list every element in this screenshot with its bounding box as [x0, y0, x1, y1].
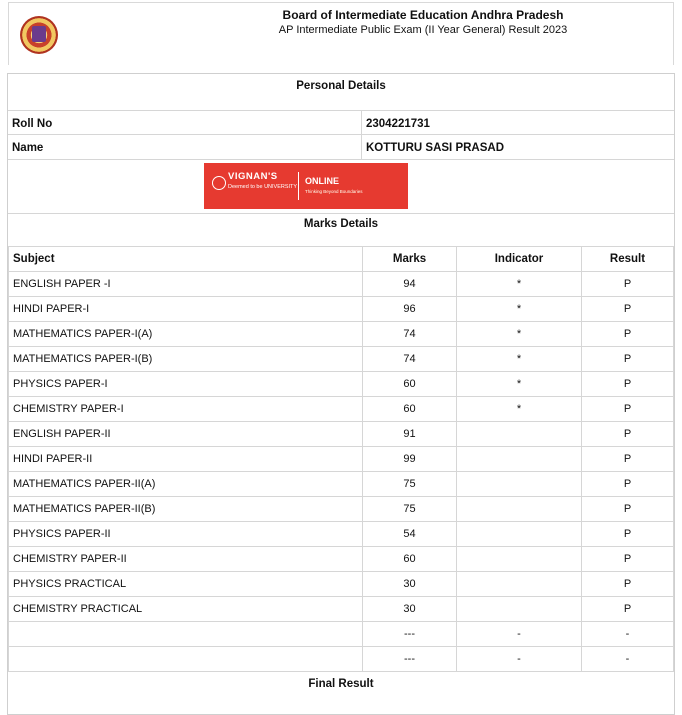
table-row	[9, 347, 674, 372]
indicator-cell	[457, 472, 582, 497]
board-logo-icon	[20, 16, 58, 54]
name-value: KOTTURU SASI PRASAD	[366, 142, 505, 154]
table-row	[9, 572, 674, 597]
indicator-cell	[457, 522, 582, 547]
indicator-cell	[457, 447, 582, 472]
subject-cell: ENGLISH PAPER -I	[9, 272, 363, 297]
table-row	[9, 497, 674, 522]
marks-cell: ---	[363, 622, 457, 647]
result-cell: P	[582, 322, 674, 347]
subject-cell: MATHEMATICS PAPER-II(A)	[9, 472, 363, 497]
marks-cell: 75	[363, 472, 457, 497]
table-row	[9, 297, 674, 322]
result-cell: P	[582, 272, 674, 297]
subject-cell: CHEMISTRY PAPER-II	[9, 547, 363, 572]
subject-cell: HINDI PAPER-II	[9, 447, 363, 472]
marks-cell: 54	[363, 522, 457, 547]
indicator-cell	[457, 422, 582, 447]
subject-cell: PHYSICS PAPER-I	[9, 372, 363, 397]
indicator-cell: *	[457, 397, 582, 422]
result-cell: P	[582, 422, 674, 447]
vignan-online-banner[interactable]	[204, 163, 408, 209]
vignan-emblem-icon	[212, 176, 226, 190]
table-row	[9, 372, 674, 397]
indicator-cell: *	[457, 372, 582, 397]
table-row	[9, 647, 674, 672]
subject-cell: CHEMISTRY PRACTICAL	[9, 597, 363, 622]
subject-cell: ENGLISH PAPER-II	[9, 422, 363, 447]
subject-cell	[9, 622, 363, 647]
marks-cell: 74	[363, 322, 457, 347]
marks-cell: 96	[363, 297, 457, 322]
marks-details-heading: Marks Details	[8, 213, 674, 247]
subject-cell: HINDI PAPER-I	[9, 297, 363, 322]
marks-cell: 94	[363, 272, 457, 297]
banner-tagline: Thinking Beyond Boundaries	[305, 189, 363, 194]
col-indicator: Indicator	[457, 247, 582, 272]
table-row	[9, 522, 674, 547]
col-marks: Marks	[363, 247, 457, 272]
exam-subtitle: AP Intermediate Public Exam (II Year General) Result 2023	[278, 24, 568, 36]
indicator-cell: -	[457, 647, 582, 672]
result-cell: P	[582, 597, 674, 622]
table-row	[9, 622, 674, 647]
marks-cell: 91	[363, 422, 457, 447]
name-label: Name	[12, 142, 44, 154]
marks-table	[8, 246, 674, 672]
banner-divider	[298, 172, 299, 200]
result-frame	[7, 73, 675, 715]
col-result: Result	[582, 247, 674, 272]
subject-cell	[9, 647, 363, 672]
indicator-cell	[457, 547, 582, 572]
banner-brand: VIGNAN'S	[228, 171, 278, 182]
subject-cell: MATHEMATICS PAPER-II(B)	[9, 497, 363, 522]
subject-cell: PHYSICS PAPER-II	[9, 522, 363, 547]
final-result-heading: Final Result	[308, 678, 374, 690]
result-cell: P	[582, 497, 674, 522]
result-cell: P	[582, 372, 674, 397]
roll-no-value: 2304221731	[366, 118, 430, 130]
marks-cell: 60	[363, 547, 457, 572]
result-cell: P	[582, 347, 674, 372]
result-cell: P	[582, 572, 674, 597]
indicator-cell	[457, 572, 582, 597]
marks-cell: 30	[363, 572, 457, 597]
indicator-cell: -	[457, 622, 582, 647]
indicator-cell: *	[457, 272, 582, 297]
subject-cell: MATHEMATICS PAPER-I(A)	[9, 322, 363, 347]
result-cell: -	[582, 647, 674, 672]
result-cell: -	[582, 622, 674, 647]
indicator-cell: *	[457, 347, 582, 372]
page-header	[0, 0, 682, 68]
marks-cell: ---	[363, 647, 457, 672]
table-row	[9, 322, 674, 347]
subject-cell: CHEMISTRY PAPER-I	[9, 397, 363, 422]
indicator-cell	[457, 597, 582, 622]
marks-cell: 60	[363, 372, 457, 397]
table-row	[9, 447, 674, 472]
subject-cell: MATHEMATICS PAPER-I(B)	[9, 347, 363, 372]
subject-cell: PHYSICS PRACTICAL	[9, 572, 363, 597]
banner-brand-sub: Deemed to be UNIVERSITY	[228, 184, 298, 190]
table-row	[9, 422, 674, 447]
result-cell: P	[582, 397, 674, 422]
personal-details-heading: Personal Details	[8, 74, 674, 111]
marks-cell: 30	[363, 597, 457, 622]
result-cell: P	[582, 447, 674, 472]
indicator-cell: *	[457, 297, 582, 322]
result-cell: P	[582, 547, 674, 572]
result-cell: P	[582, 472, 674, 497]
roll-no-label: Roll No	[12, 118, 53, 130]
result-cell: P	[582, 522, 674, 547]
marks-cell: 75	[363, 497, 457, 522]
table-row	[9, 597, 674, 622]
indicator-cell	[457, 497, 582, 522]
table-row	[9, 547, 674, 572]
marks-header-row	[9, 247, 674, 272]
table-row	[9, 272, 674, 297]
roll-no-row	[8, 110, 674, 135]
board-title: Board of Intermediate Education Andhra Pradesh	[282, 8, 564, 22]
table-row	[9, 397, 674, 422]
marks-cell: 74	[363, 347, 457, 372]
marks-cell: 99	[363, 447, 457, 472]
table-row	[9, 472, 674, 497]
col-subject: Subject	[9, 247, 363, 272]
marks-cell: 60	[363, 397, 457, 422]
result-cell: P	[582, 297, 674, 322]
name-row	[8, 134, 674, 160]
indicator-cell: *	[457, 322, 582, 347]
banner-online: ONLINE	[305, 176, 340, 186]
